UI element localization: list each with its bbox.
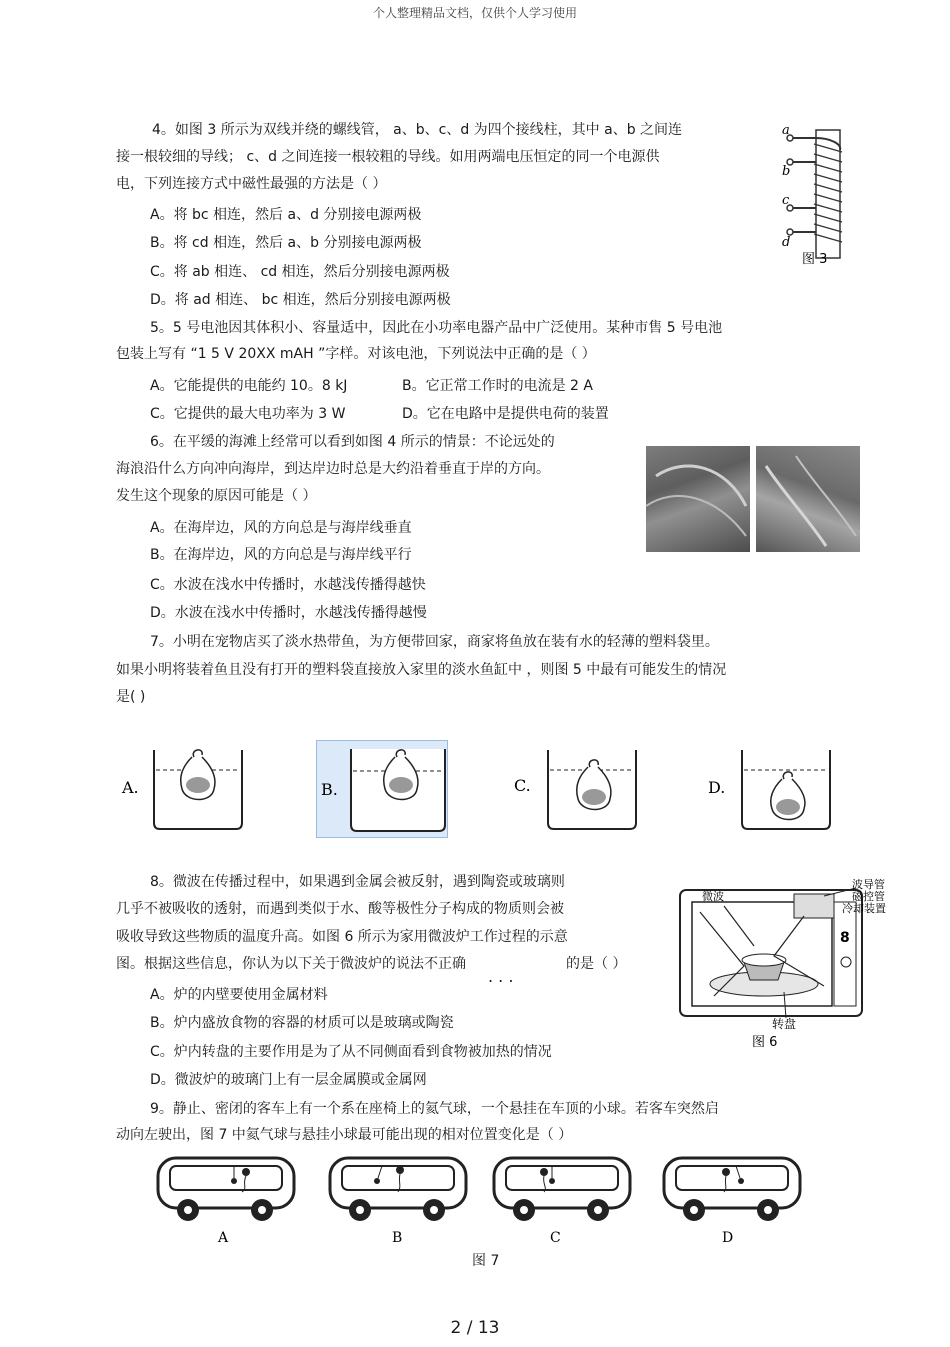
q8-line1: 8。微波在传播过程中，如果遇到金属会被反射，遇到陶瓷或玻璃则 <box>150 874 565 890</box>
tank-choice-a[interactable] <box>118 745 248 835</box>
page-header: 个人整理精品文档，仅供个人学习使用 <box>372 6 577 20</box>
q8-option-d: D。微波炉的玻璃门上有一层金属膜或金属网 <box>150 1072 427 1088</box>
q7-line3: 是( ) <box>116 689 146 705</box>
choice-c-label: C. <box>514 776 531 795</box>
q6-option-a: A。在海岸边，风的方向总是与海岸线垂直 <box>150 520 412 536</box>
q8-option-a: A。炉的内壁要使用金属材料 <box>150 987 328 1003</box>
q4-option-d: D。将 ad 相连、 bc 相连，然后分别接电源两极 <box>150 292 451 308</box>
bus-choice-a[interactable] <box>150 1152 300 1252</box>
q4-option-b: B。将 cd 相连，然后 a、b 分别接电源两极 <box>150 235 422 251</box>
label-turntable: 转盘 <box>772 1017 797 1031</box>
q5-option-a: A。它能提供的电能约 10。8 kJ <box>150 378 348 394</box>
terminal-b-label: b <box>782 164 791 179</box>
q4-line3: 电，下列连接方式中磁性最强的方法是（ ） <box>116 176 387 192</box>
q8-option-b: B。炉内盛放食物的容器的材质可以是玻璃或陶瓷 <box>150 1015 454 1031</box>
figure-3-caption: 图 3 <box>802 252 828 267</box>
tank-choice-d[interactable] <box>706 745 836 835</box>
q6-option-c: C。水波在浅水中传播时，水越浅传播得越快 <box>150 577 426 593</box>
q6-option-b: B。在海岸边，风的方向总是与海岸线平行 <box>150 547 412 563</box>
q8-line3: 吸收导致这些物质的温度升高。如图 6 所示为家用微波炉工作过程的示意 <box>116 929 568 945</box>
q7-line1: 7。小明在宠物店买了淡水热带鱼，为方便带回家，商家将鱼放在装有水的轻薄的塑料袋里。 <box>150 634 719 650</box>
bus-a-label: A <box>218 1230 229 1246</box>
choice-d-label: D. <box>708 778 726 797</box>
q7-line2: 如果小明将装着鱼且没有打开的塑料袋直接放入家里的淡水鱼缸中 ，则图 5 中最有可能发生的情况 <box>116 662 727 678</box>
q4-line1: 4。如图 3 所示为双线并绕的螺线管， a、b、c、d 为四个接线柱，其中 a、b 之间连 <box>152 122 683 138</box>
q8-option-c: C。炉内转盘的主要作用是为了从不同侧面看到食物被加热的情况 <box>150 1044 552 1060</box>
choice-a-label: A. <box>122 778 139 797</box>
label-microwave: 微波 <box>702 890 724 903</box>
panel-display: 8 <box>840 930 850 946</box>
microwave-figure <box>674 876 886 1052</box>
bus-choice-b[interactable] <box>322 1152 472 1252</box>
q9-line2: 动向左驶出，图 7 中氦气球与悬挂小球最可能出现的相对位置变化是（ ） <box>116 1127 573 1143</box>
figure-7-caption: 图 7 <box>472 1253 500 1269</box>
tank-choice-c[interactable] <box>512 745 642 835</box>
q5-option-c: C。它提供的最大电功率为 3 W <box>150 406 346 422</box>
q8-line4: 图。根据这些信息，你认为以下关于微波炉的说法不正确 <box>116 956 466 972</box>
label-magnetron: 磁控管 <box>852 890 885 903</box>
bus-c-label: C <box>550 1230 561 1246</box>
bus-d-label: D <box>722 1230 734 1246</box>
label-waveguide: 波导管 <box>852 878 885 891</box>
beach-photo-left <box>646 446 750 552</box>
q5-line1: 5。5 号电池因其体积小、容量适中，因此在小功率电器产品中广泛使用。某种市售 5 号电池 <box>150 320 723 336</box>
emphasis-dots: . . . <box>488 967 514 986</box>
q6-line3: 发生这个现象的原因可能是（ ） <box>116 488 317 504</box>
q4-line2: 接一根较细的导线； c、d 之间连接一根较粗的导线。如用两端电压恒定的同一个电源供 <box>116 149 660 165</box>
figure-6-caption: 图 6 <box>752 1035 778 1050</box>
q6-line2: 海浪沿什么方向冲向海岸，到达岸边时总是大约沿着垂直于岸的方向。 <box>116 461 550 477</box>
q4-option-a: A。将 bc 相连，然后 a、d 分别接电源两极 <box>150 207 422 223</box>
choice-b-label: B. <box>321 780 338 799</box>
q8-line4-end: 的是（ ） <box>566 956 627 972</box>
bus-choice-d[interactable] <box>656 1152 806 1252</box>
q5-option-b: B。它正常工作时的电流是 2 A <box>402 378 593 394</box>
terminal-d-label: d <box>782 235 791 250</box>
solenoid-figure <box>770 120 860 270</box>
q4-option-c: C。将 ab 相连、 cd 相连，然后分别接电源两极 <box>150 264 450 280</box>
q6-line1: 6。在平缓的海滩上经常可以看到如图 4 所示的情景：不论远处的 <box>150 434 555 450</box>
label-cooling: 冷却装置 <box>842 902 886 915</box>
q6-option-d: D。水波在浅水中传播时，水越浅传播得越慢 <box>150 605 427 621</box>
tank-choice-b[interactable] <box>317 741 447 837</box>
tank-choice-b-highlight[interactable] <box>316 740 448 838</box>
page-number: 2 / 13 <box>450 1318 500 1338</box>
bus-choice-c[interactable] <box>486 1152 636 1252</box>
q5-option-d: D。它在电路中是提供电荷的装置 <box>402 406 609 422</box>
terminal-c-label: c <box>782 193 790 208</box>
q5-line2: 包装上写有 “1 5 V 20XX mAH ”字样。对该电池，下列说法中正确的是（ ） <box>116 346 596 362</box>
beach-photo-right <box>756 446 860 552</box>
bus-b-label: B <box>392 1230 403 1246</box>
q9-line1: 9。静止、密闭的客车上有一个系在座椅上的氦气球，一个悬挂在车顶的小球。若客车突然启 <box>150 1101 719 1117</box>
terminal-a-label: a <box>782 123 790 138</box>
q8-line2: 几乎不被吸收的透射，而遇到类似于水、酸等极性分子构成的物质则会被 <box>116 901 564 917</box>
